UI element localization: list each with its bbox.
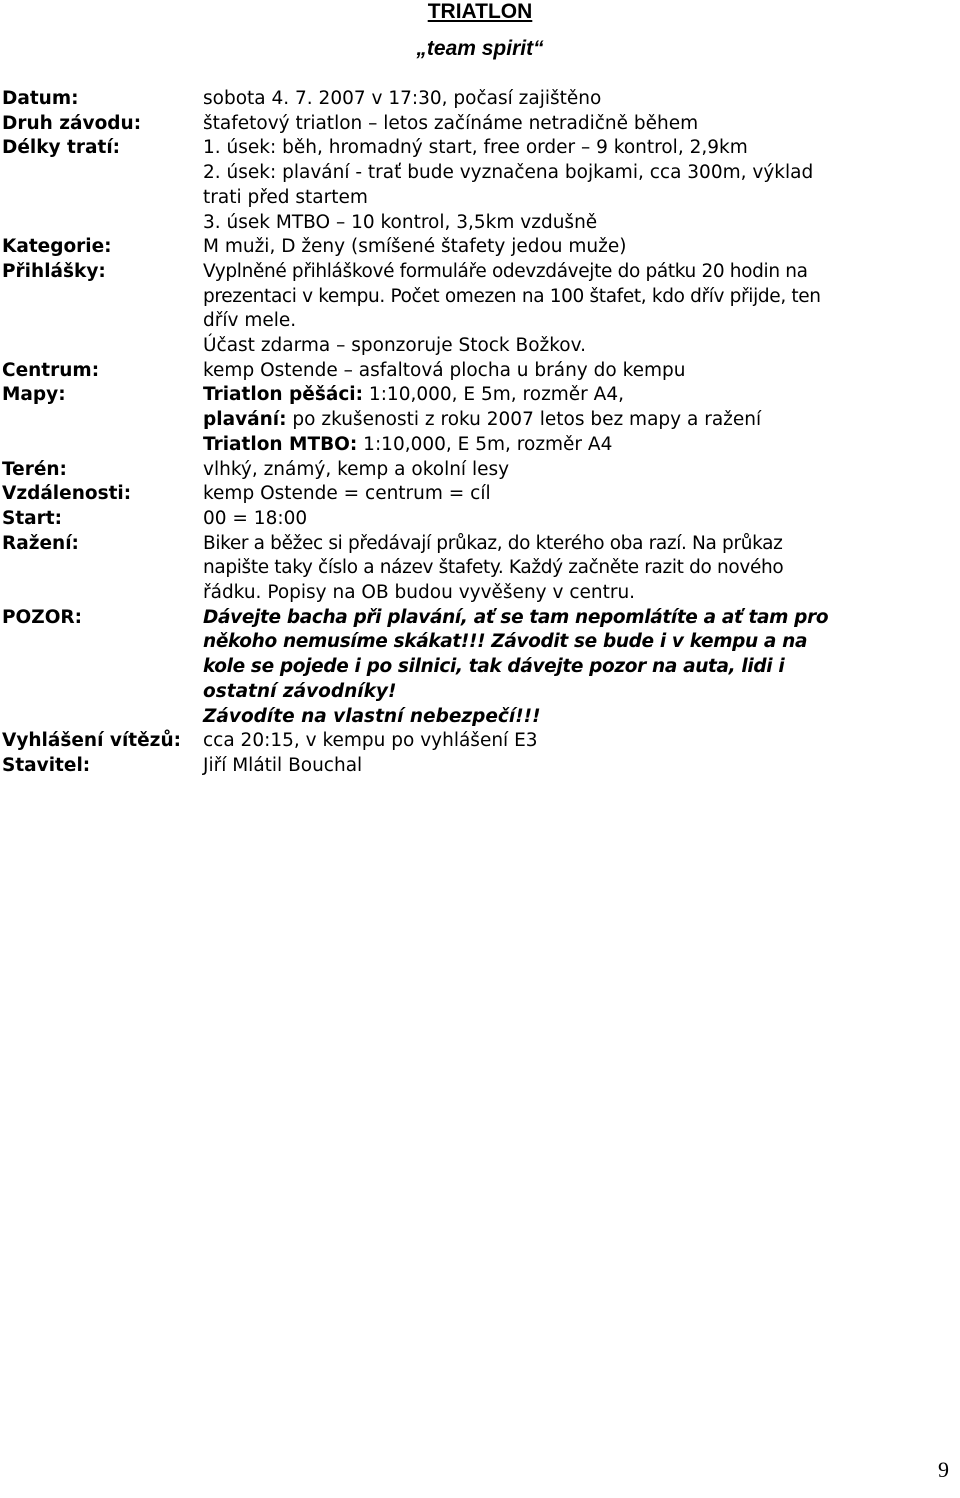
row-kategorie	[2, 235, 958, 260]
label-druh-zavodu: Druh závodu:	[2, 112, 142, 134]
value-delky-line-2: 2. úsek: plavání - trať bude vyznačena bojkami, cca 300m, výklad	[203, 162, 814, 184]
value-vyhlaseni-vitezu: cca 20:15, v kempu po vyhlášení E3	[203, 730, 538, 752]
label-teren: Terén:	[2, 458, 67, 480]
mapy-plavani-value: po zkušenosti z roku 2007 letos bez mapy a ražení	[286, 409, 762, 431]
label-mapy: Mapy:	[2, 384, 66, 406]
value-mapy-line-3	[203, 433, 958, 458]
mapy-pesaci-value: 1:10,000, E 5m, rozměr A4,	[363, 384, 624, 406]
label-kategorie: Kategorie:	[2, 236, 112, 258]
value-stavitel: Jiří Mlátil Bouchal	[203, 754, 363, 776]
value-pozor-line-3: kole se pojede i po silnici, tak dávejte pozor na auta, lidi i	[203, 656, 785, 678]
page-number: 9	[938, 1457, 949, 1482]
value-start: 00 = 18:00	[203, 507, 308, 529]
value-prihlasky-line-4: Účast zdarma – sponzoruje Stock Božkov.	[203, 335, 587, 357]
mapy-mtbo-label: Triatlon MTBO:	[203, 433, 358, 455]
value-prihlasky-line-2: prezentaci v kempu. Počet omezen na 100 štafet, kdo dřív přijde, ten	[203, 285, 821, 307]
value-prihlasky-line-1: Vyplněné přihláškové formuláře odevzdávejte do pátku 20 hodin na	[203, 260, 808, 282]
document-subtitle: „team spirit“	[416, 37, 544, 60]
value-pozor-line-2: někoho nemusíme skákat!!! Závodit se bude i v kempu a na	[203, 631, 808, 653]
value-pozor-line-4: ostatní závodníky!	[203, 680, 397, 702]
row-mapy	[2, 383, 958, 457]
row-delky-trati	[2, 136, 958, 235]
row-druh-zavodu	[2, 112, 958, 137]
value-prihlasky-line-3: dřív mele.	[203, 310, 297, 332]
label-delky-trati: Délky tratí:	[2, 137, 121, 159]
label-vyhlaseni-vitezu: Vyhlášení vítězů:	[2, 730, 182, 752]
label-centrum: Centrum:	[2, 359, 100, 381]
row-datum	[2, 87, 958, 112]
value-razeni-line-1: Biker a běžec si předávají průkaz, do kterého oba razí. Na průkaz	[203, 532, 783, 554]
label-pozor: POZOR:	[2, 606, 83, 628]
value-kategorie: M muži, D ženy (smíšené štafety jedou muže)	[203, 236, 627, 258]
value-teren: vlhký, známý, kemp a okolní lesy	[203, 458, 510, 480]
row-vyhlaseni	[2, 729, 958, 754]
label-vzdalenosti: Vzdálenosti:	[2, 483, 132, 505]
row-vzdalenosti	[2, 482, 958, 507]
mapy-mtbo-value: 1:10,000, E 5m, rozměr A4	[357, 433, 613, 455]
row-pozor	[2, 606, 958, 730]
document-title: TRIATLON	[427, 0, 533, 23]
value-centrum: kemp Ostende – asfaltová plocha u brány do kempu	[203, 359, 686, 381]
row-prihlasky	[2, 260, 958, 359]
value-vzdalenosti: kemp Ostende = centrum = cíl	[203, 483, 491, 505]
value-pozor-line-5: Závodíte na vlastní nebezpečí!!!	[203, 705, 541, 727]
value-delky-line-3: trati před startem	[203, 186, 368, 208]
value-druh-zavodu: štafetový triatlon – letos začínáme netradičně během	[203, 112, 699, 134]
row-razeni	[2, 532, 958, 606]
label-stavitel: Stavitel:	[2, 754, 91, 776]
value-razeni-line-3: řádku. Popisy na OB budou vyvěšeny v centru.	[203, 582, 636, 604]
event-info-list	[2, 87, 958, 779]
label-datum: Datum:	[2, 88, 79, 109]
label-start: Start:	[2, 507, 63, 529]
mapy-pesaci-label: Triatlon pěšáci:	[203, 384, 364, 406]
row-start	[2, 507, 958, 532]
row-teren	[2, 458, 958, 483]
value-mapy-line-2	[203, 408, 958, 433]
mapy-plavani-label: plavání:	[203, 409, 287, 431]
value-mapy-line-1	[203, 383, 958, 408]
value-datum: sobota 4. 7. 2007 v 17:30, počasí zajištěno	[203, 88, 602, 109]
label-razeni: Ražení:	[2, 532, 79, 554]
value-pozor-line-1: Dávejte bacha při plavání, ať se tam nepomlátíte a ať tam pro	[203, 606, 829, 628]
value-delky-line-1: 1. úsek: běh, hromadný start, free order – 9 kontrol, 2,9km	[203, 137, 748, 159]
row-stavitel	[2, 754, 958, 779]
row-centrum	[2, 359, 958, 384]
value-delky-line-4: 3. úsek MTBO – 10 kontrol, 3,5km vzdušně	[203, 211, 598, 233]
label-prihlasky: Přihlášky:	[2, 260, 106, 282]
value-razeni-line-2: napište taky číslo a název štafety. Každý začněte razit do nového	[203, 557, 784, 579]
